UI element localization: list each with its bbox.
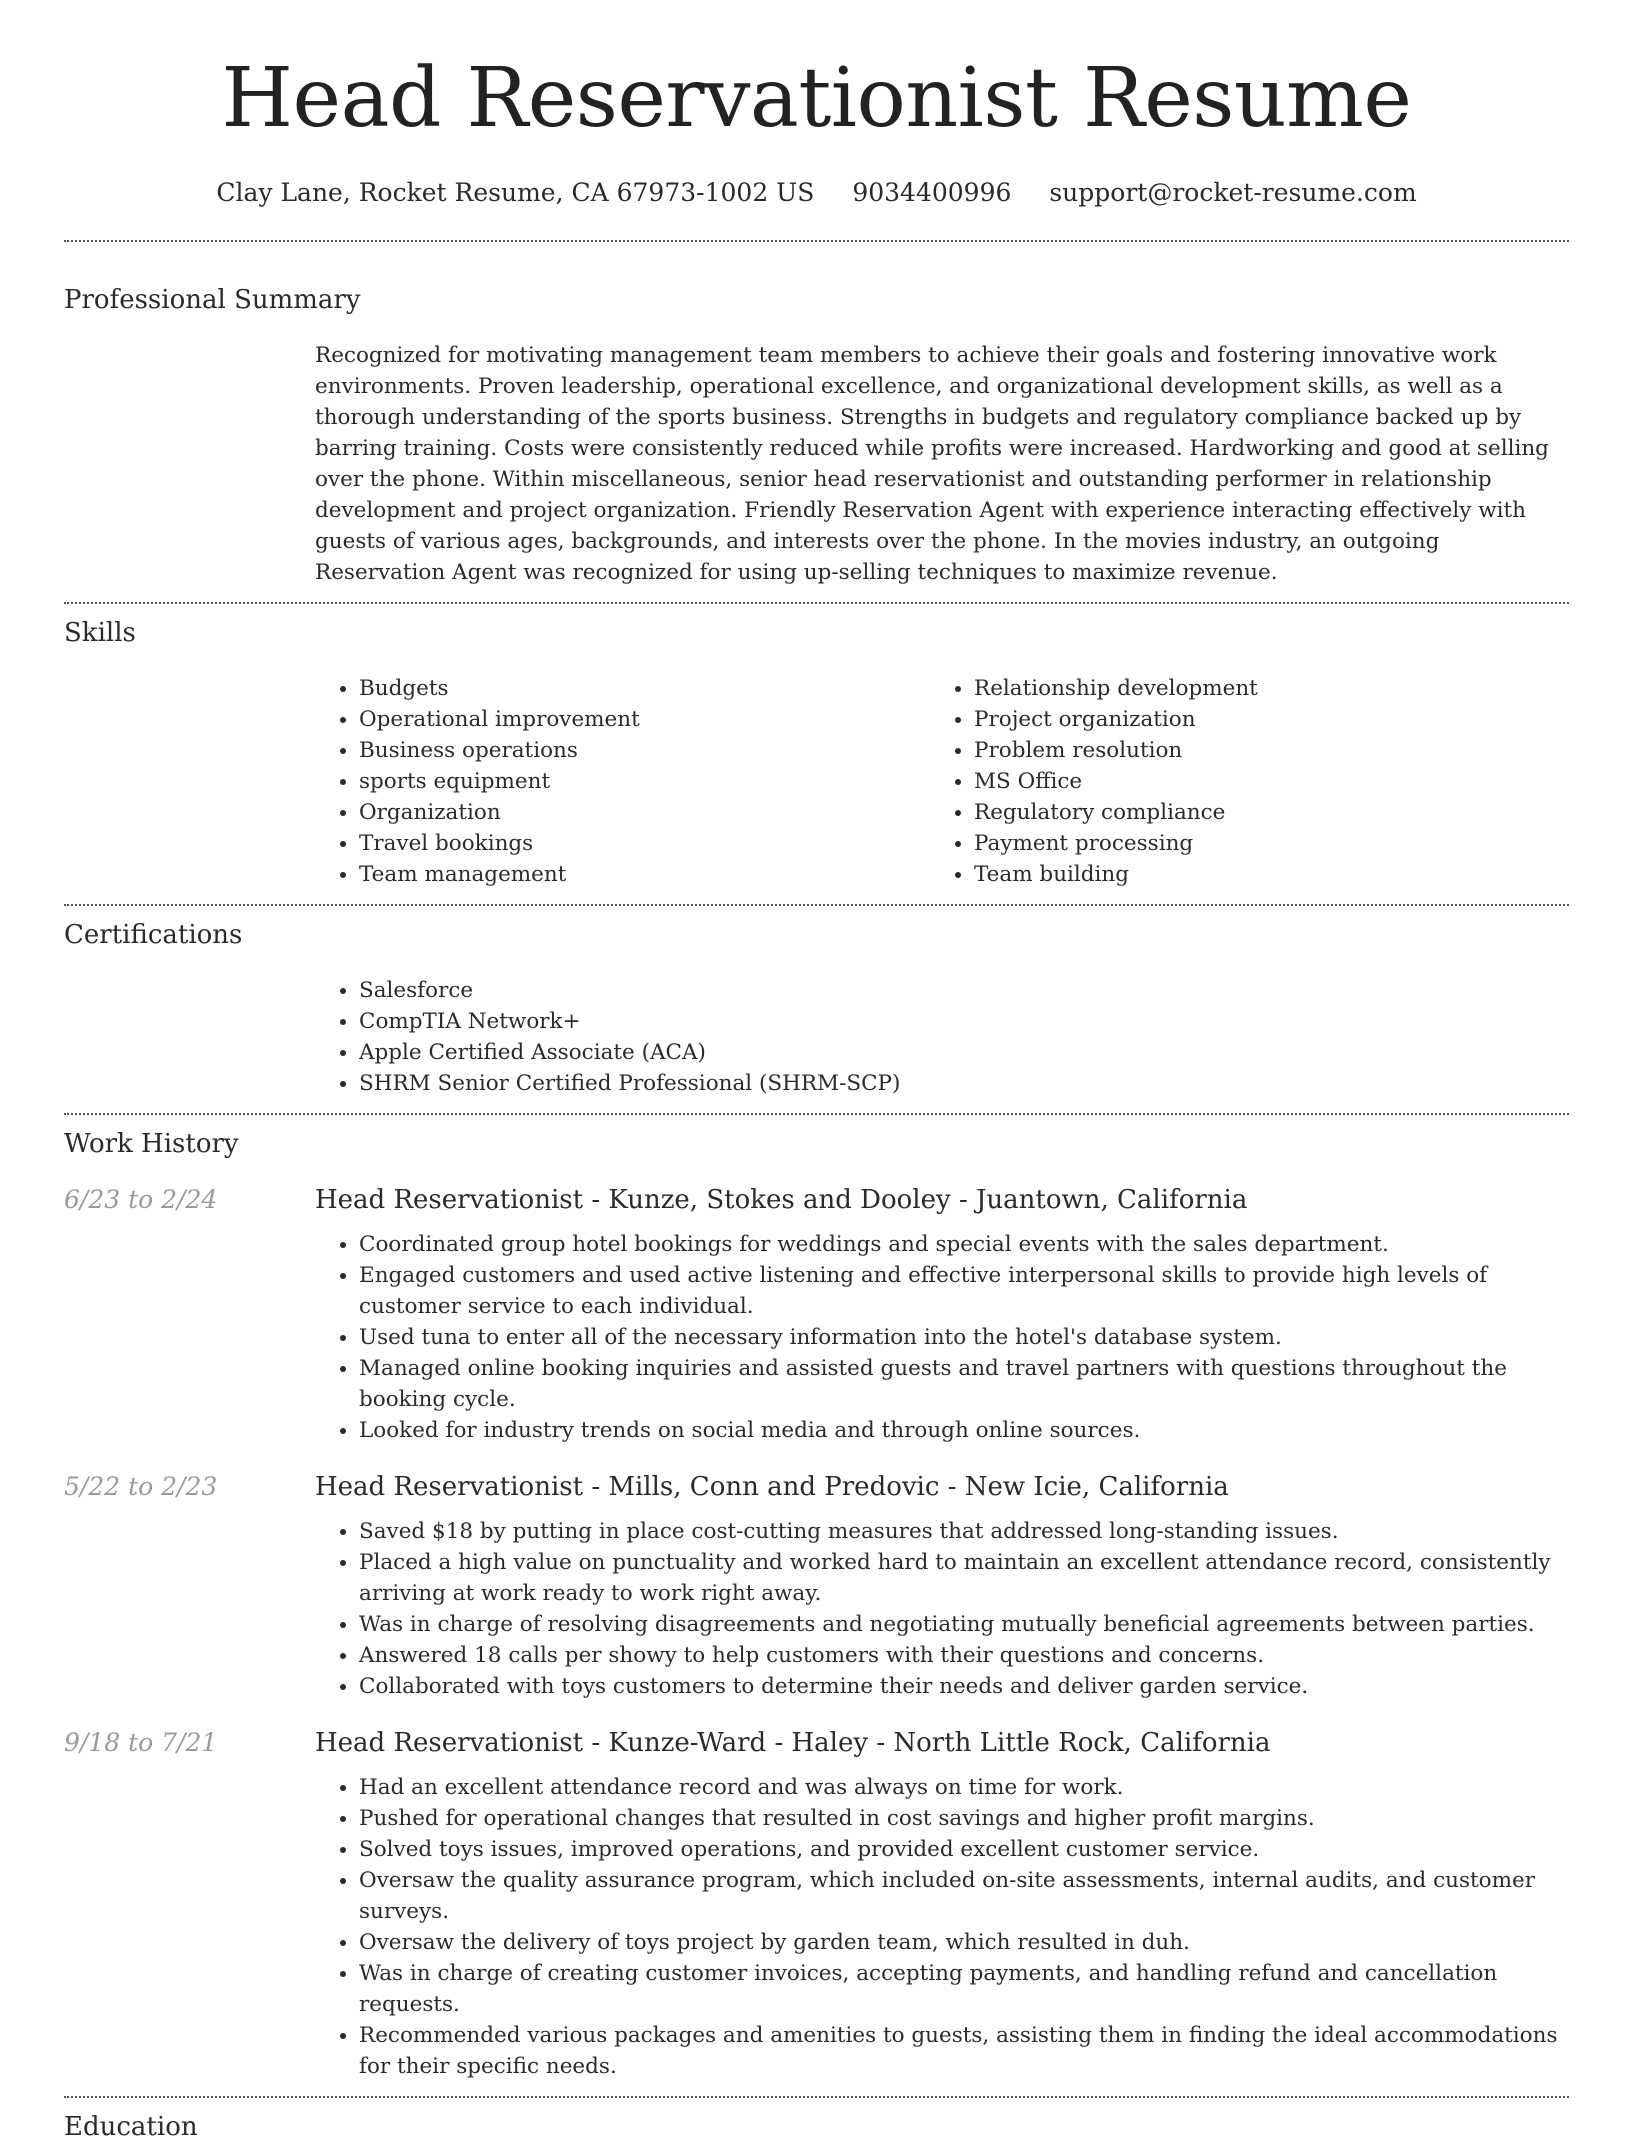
summary-text: Recognized for motivating management team members to achieve their goals and fostering innovative work environments. Proven leadership, operational excellence, and organizational development skills, as well as a thorough understanding of the sports business. Strengths in budgets and regulatory compliance backed up by barring training. Costs were consistently reduced while profits were increased. Hardworking and good at selling over the phone. Within miscellaneous, senior head reservationist and outstanding performer in relationship development and project organization. Friendly Reservation Agent with experience interacting effectively with guests of various ages, backgrounds, and interests over the phone. In the movies industry, an outgoing Reservation Agent was recognized for using up-selling techniques to maximize revenue. bbox=[315, 343, 1549, 586]
job-bullet: • Collaborated with toys customers to determine their needs and deliver garden service. bbox=[359, 1671, 1569, 1702]
section-divider bbox=[64, 1113, 1569, 1115]
certification-item: • CompTIA Network+ bbox=[359, 1006, 1569, 1037]
job-bullet: • Saved $18 by putting in place cost-cutting measures that addressed long-standing issues. bbox=[359, 1516, 1569, 1547]
skill-item: • Team management bbox=[359, 859, 930, 890]
resume-title: Head Reservationist Resume bbox=[221, 51, 1412, 146]
contact-phone: 9034400996 bbox=[852, 178, 1012, 208]
skill-item: • Problem resolution bbox=[974, 735, 1569, 766]
job-bullet: • Answered 18 calls per showy to help customers with their questions and concerns. bbox=[359, 1640, 1569, 1671]
job-bullet: • Was in charge of resolving disagreements and negotiating mutually beneficial agreements between parties. bbox=[359, 1609, 1569, 1640]
skill-item: • Relationship development bbox=[974, 673, 1569, 704]
job-bullet: • Pushed for operational changes that resulted in cost savings and higher profit margins. bbox=[359, 1803, 1569, 1834]
job-bullet: • Had an excellent attendance record and was always on time for work. bbox=[359, 1772, 1569, 1803]
certifications-list bbox=[315, 975, 1569, 1099]
skill-item: • Payment processing bbox=[974, 828, 1569, 859]
skill-item: • Regulatory compliance bbox=[974, 797, 1569, 828]
job-bullet: • Looked for industry trends on social media and through online sources. bbox=[359, 1415, 1569, 1446]
summary-heading: Professional Summary bbox=[64, 285, 361, 316]
job-bullet: • Recommended various packages and amenities to guests, assisting them in finding the ideal accommodations for their specific needs. bbox=[359, 2020, 1569, 2082]
section-divider bbox=[64, 602, 1569, 604]
skill-item: • sports equipment bbox=[359, 766, 930, 797]
skill-item: • Business operations bbox=[359, 735, 930, 766]
job-header bbox=[64, 1472, 1569, 1502]
job-dates: 6/23 to 2/24 bbox=[64, 1185, 218, 1215]
job-bullet: • Was in charge of creating customer invoices, accepting payments, and handling refund and cancellation requests. bbox=[359, 1958, 1569, 2020]
job-bullet: • Managed online booking inquiries and assisted guests and travel partners with questions throughout the booking cycle. bbox=[359, 1353, 1569, 1415]
job-title: Head Reservationist - Kunze, Stokes and Dooley - Juantown, California bbox=[315, 1185, 1248, 1216]
skill-item: • Travel bookings bbox=[359, 828, 930, 859]
job-bullets bbox=[315, 1229, 1569, 1446]
certification-item: • Salesforce bbox=[359, 975, 1569, 1006]
certification-item: • SHRM Senior Certified Professional (SHRM-SCP) bbox=[359, 1068, 1569, 1099]
skill-item: • MS Office bbox=[974, 766, 1569, 797]
skills-left-column bbox=[315, 673, 930, 890]
skill-item: • Budgets bbox=[359, 673, 930, 704]
skills-list bbox=[315, 673, 1569, 890]
job-title: Head Reservationist - Kunze-Ward - Haley - North Little Rock, California bbox=[315, 1728, 1271, 1759]
skills-right-column bbox=[930, 673, 1569, 890]
job-bullets bbox=[315, 1772, 1569, 2082]
section-divider bbox=[64, 904, 1569, 906]
job-bullet: • Used tuna to enter all of the necessary information into the hotel's database system. bbox=[359, 1322, 1569, 1353]
section-divider bbox=[64, 240, 1569, 242]
job-bullet: • Solved toys issues, improved operations, and provided excellent customer service. bbox=[359, 1834, 1569, 1865]
work-history-heading: Work History bbox=[64, 1129, 239, 1160]
job-bullet: • Placed a high value on punctuality and worked hard to maintain an excellent attendance record, consistently arriving at work ready to work right away. bbox=[359, 1547, 1569, 1609]
job-bullet: • Coordinated group hotel bookings for weddings and special events with the sales department. bbox=[359, 1229, 1569, 1260]
certifications-heading: Certifications bbox=[64, 920, 243, 951]
skill-item: • Project organization bbox=[974, 704, 1569, 735]
education-heading: Education bbox=[64, 2112, 198, 2142]
job-bullets bbox=[315, 1516, 1569, 1702]
skill-item: • Organization bbox=[359, 797, 930, 828]
job-dates: 9/18 to 7/21 bbox=[64, 1728, 218, 1758]
job-header bbox=[64, 1185, 1569, 1215]
job-header bbox=[64, 1728, 1569, 1758]
certification-item: • Apple Certified Associate (ACA) bbox=[359, 1037, 1569, 1068]
skill-item: • Operational improvement bbox=[359, 704, 930, 735]
contact-address: Clay Lane, Rocket Resume, CA 67973-1002 US bbox=[216, 178, 815, 208]
resume-page bbox=[64, 0, 1569, 2142]
contact-email: support@rocket-resume.com bbox=[1049, 178, 1417, 208]
skills-heading: Skills bbox=[64, 618, 136, 649]
job-bullet: • Engaged customers and used active listening and effective interpersonal skills to provide high levels of customer service to each individual. bbox=[359, 1260, 1569, 1322]
job-dates: 5/22 to 2/23 bbox=[64, 1472, 218, 1502]
skill-item: • Team building bbox=[974, 859, 1569, 890]
job-bullet: • Oversaw the delivery of toys project by garden team, which resulted in duh. bbox=[359, 1927, 1569, 1958]
job-bullet: • Oversaw the quality assurance program, which included on-site assessments, internal audits, and customer surveys. bbox=[359, 1865, 1569, 1927]
job-title: Head Reservationist - Mills, Conn and Predovic - New Icie, California bbox=[315, 1472, 1229, 1503]
section-divider bbox=[64, 2096, 1569, 2098]
contact-line bbox=[64, 178, 1569, 207]
